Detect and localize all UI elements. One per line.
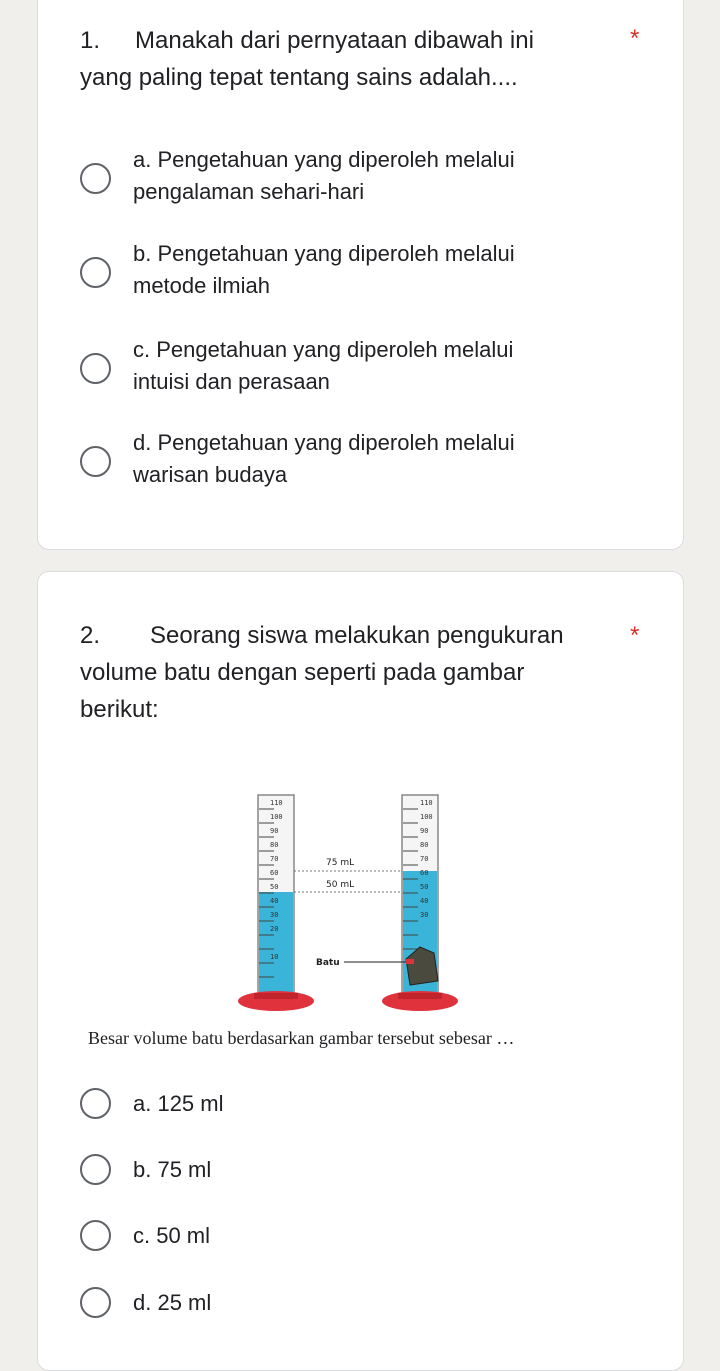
tick-label: 90 bbox=[270, 827, 279, 835]
question-text-line2: yang paling tepat tentang sains adalah.... bbox=[80, 64, 518, 91]
option-label-line2: intuisi dan perasaan bbox=[133, 369, 330, 394]
tick-label: 50 bbox=[420, 883, 429, 891]
radio-button[interactable] bbox=[80, 1088, 111, 1119]
figure-caption: Besar volume batu berdasarkan gambar tersebut sebesar … bbox=[88, 1028, 515, 1048]
label-50ml: 50 mL bbox=[326, 880, 355, 890]
question-number: 2. bbox=[80, 622, 101, 649]
radio-button[interactable] bbox=[80, 353, 111, 384]
option-label-line1: a. Pengetahuan yang diperoleh melalui bbox=[133, 147, 515, 172]
tick-label: 60 bbox=[420, 869, 429, 877]
label-75ml: 75 mL bbox=[326, 858, 355, 868]
question-text-line1: Manakah dari pernyataan dibawah ini bbox=[135, 27, 534, 54]
tick-label: 110 bbox=[420, 799, 433, 807]
option-label: d. 25 ml bbox=[133, 1290, 212, 1315]
required-asterisk: * bbox=[630, 25, 640, 52]
tick-label: 20 bbox=[270, 925, 279, 933]
option-label-line2: pengalaman sehari-hari bbox=[133, 179, 365, 204]
tick-label: 30 bbox=[420, 911, 429, 919]
radio-button[interactable] bbox=[80, 257, 111, 288]
option-label-line1: c. Pengetahuan yang diperoleh melalui bbox=[133, 337, 514, 362]
option-label-line2: warisan budaya bbox=[133, 462, 288, 487]
question-card-2 bbox=[37, 571, 684, 1371]
option-label: c. 50 ml bbox=[133, 1223, 211, 1248]
radio-button[interactable] bbox=[80, 163, 111, 194]
radio-button[interactable] bbox=[80, 446, 111, 477]
option-label: a. 125 ml bbox=[133, 1091, 224, 1116]
question-text-line1: Seorang siswa melakukan pengukuran bbox=[150, 622, 564, 649]
question-title bbox=[80, 617, 608, 728]
tick-label: 10 bbox=[270, 953, 279, 961]
question-title bbox=[80, 22, 608, 96]
option-label-line1: b. Pengetahuan yang diperoleh melalui bbox=[133, 241, 515, 266]
tick-label: 50 bbox=[270, 883, 279, 891]
tick-label: 30 bbox=[270, 911, 279, 919]
measuring-cylinder-figure bbox=[230, 789, 470, 1027]
tick-label: 100 bbox=[270, 813, 283, 821]
tick-label: 70 bbox=[270, 855, 279, 863]
tick-label: 60 bbox=[270, 869, 279, 877]
question-text-line2: volume batu dengan seperti pada gambar bbox=[80, 659, 525, 686]
tick-label: 80 bbox=[270, 841, 279, 849]
radio-button[interactable] bbox=[80, 1154, 111, 1185]
option-label-line2: metode ilmiah bbox=[133, 273, 270, 298]
required-asterisk: * bbox=[630, 622, 640, 649]
option-label: b. 75 ml bbox=[133, 1157, 212, 1182]
tick-label: 90 bbox=[420, 827, 429, 835]
question-text-line3: berikut: bbox=[80, 696, 159, 723]
tick-label: 40 bbox=[420, 897, 429, 905]
tick-label: 110 bbox=[270, 799, 283, 807]
radio-button[interactable] bbox=[80, 1220, 111, 1251]
radio-button[interactable] bbox=[80, 1287, 111, 1318]
tick-label: 100 bbox=[420, 813, 433, 821]
tick-label: 40 bbox=[270, 897, 279, 905]
question-card-1 bbox=[37, 0, 684, 550]
tick-label: 80 bbox=[420, 841, 429, 849]
question-number: 1. bbox=[80, 27, 101, 54]
option-label-line1: d. Pengetahuan yang diperoleh melalui bbox=[133, 430, 515, 455]
tick-label: 70 bbox=[420, 855, 429, 863]
label-batu: Batu bbox=[316, 958, 340, 968]
